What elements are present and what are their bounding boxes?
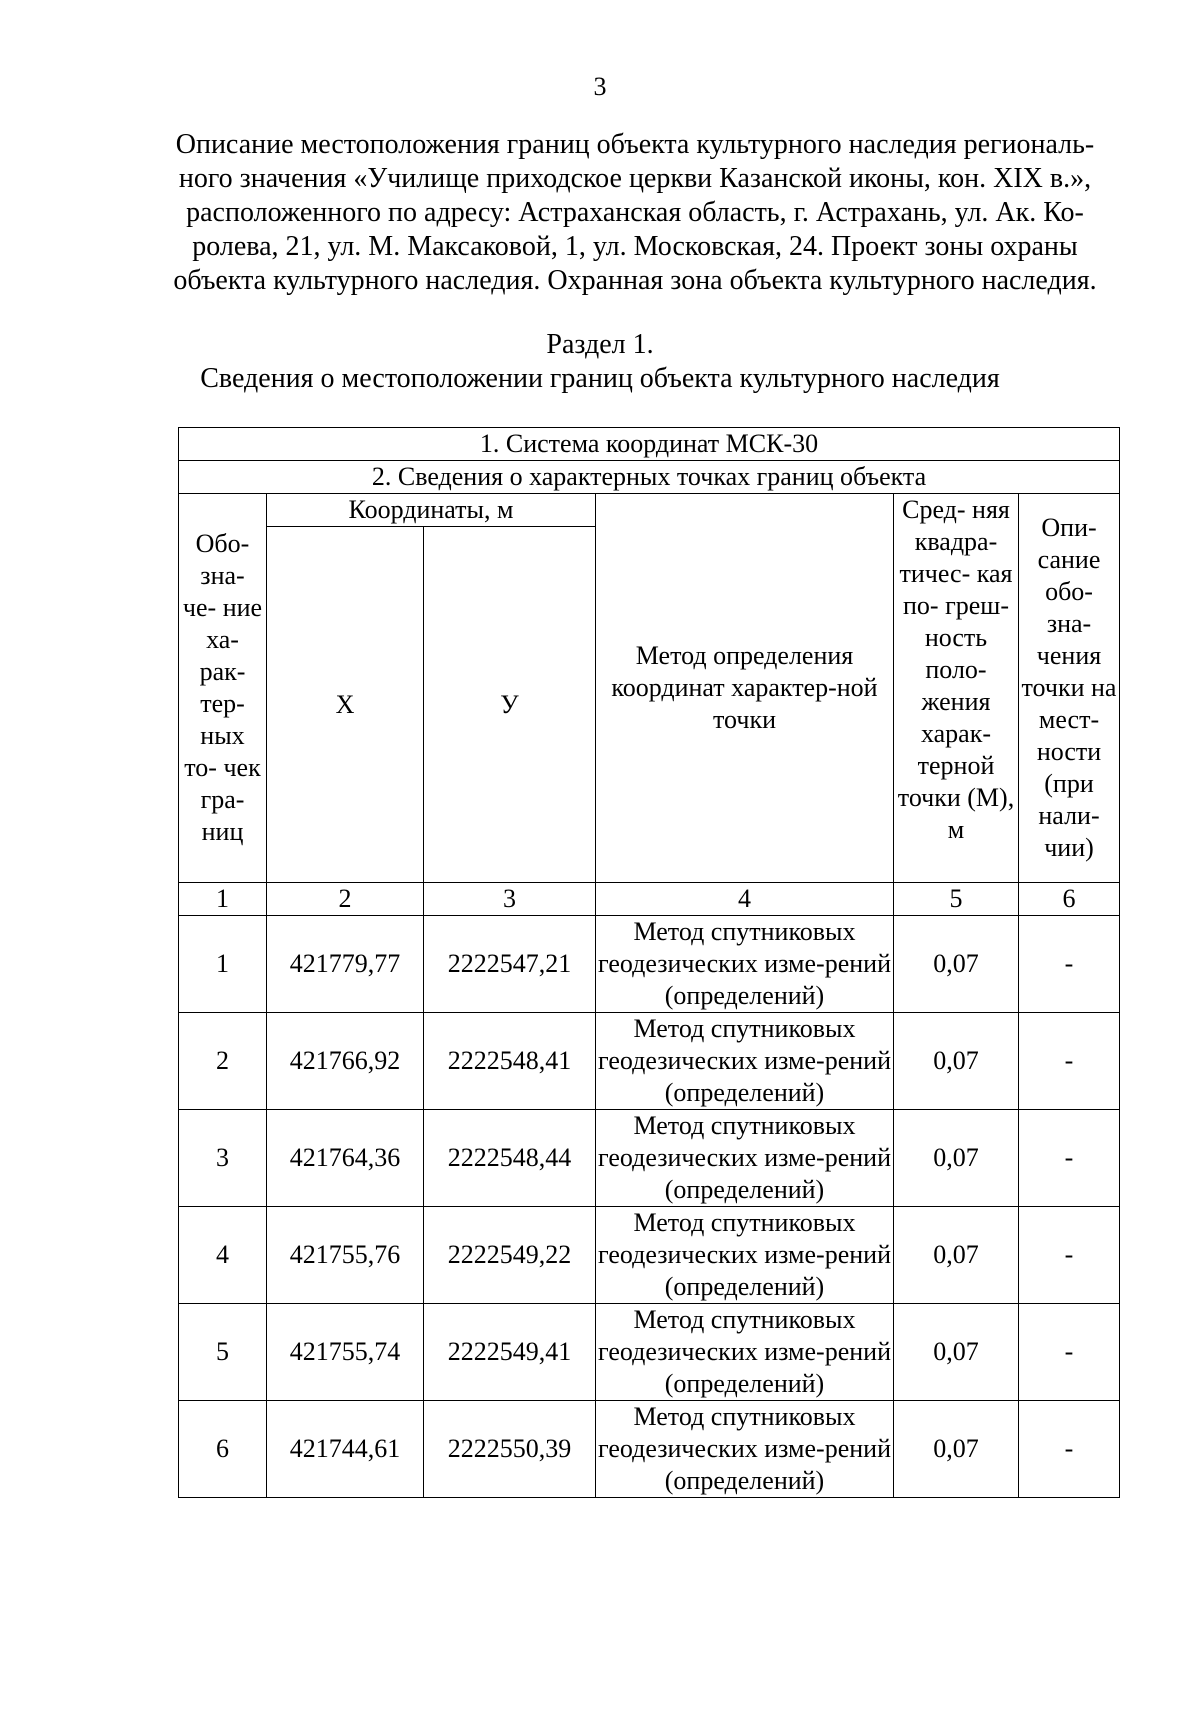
header-coordinates: Координаты, м bbox=[267, 494, 596, 527]
header-method: Метод определения координат характер-ной точки bbox=[596, 494, 894, 883]
description-cell: - bbox=[1019, 1207, 1120, 1304]
y-coordinate: 2222548,44 bbox=[424, 1110, 596, 1207]
coordinates-table bbox=[178, 427, 1120, 1498]
section-title: Сведения о местоположении границ объекта культурного наследия bbox=[200, 363, 1000, 394]
point-number: 6 bbox=[179, 1401, 267, 1498]
description-cell: - bbox=[1019, 1110, 1120, 1207]
page-number: 3 bbox=[593, 72, 607, 101]
error-cell: 0,07 bbox=[894, 1207, 1019, 1304]
method-cell: Метод спутниковых геодезических изме-рений (определений) bbox=[596, 1304, 894, 1401]
point-number: 5 bbox=[179, 1304, 267, 1401]
table-row bbox=[179, 1013, 1120, 1110]
header-error: Сред- няя квадра- тичес- кая по- греш- ность поло- жения харак- терной точки (М), м bbox=[894, 494, 1019, 883]
description-cell: - bbox=[1019, 1304, 1120, 1401]
column-number: 5 bbox=[894, 883, 1019, 916]
y-coordinate: 2222548,41 bbox=[424, 1013, 596, 1110]
section-label: Раздел 1. bbox=[546, 329, 654, 360]
x-coordinate: 421764,36 bbox=[267, 1110, 424, 1207]
error-cell: 0,07 bbox=[894, 1401, 1019, 1498]
column-number: 3 bbox=[424, 883, 596, 916]
error-cell: 0,07 bbox=[894, 1304, 1019, 1401]
header-designation: Обо- зна- че- ние ха- рак- тер- ных то- чек гра- ниц bbox=[179, 494, 267, 883]
table-row bbox=[179, 916, 1120, 1013]
header-y: У bbox=[424, 527, 596, 883]
method-cell: Метод спутниковых геодезических изме-рений (определений) bbox=[596, 1207, 894, 1304]
column-number: 1 bbox=[179, 883, 267, 916]
y-coordinate: 2222549,22 bbox=[424, 1207, 596, 1304]
column-number: 6 bbox=[1019, 883, 1120, 916]
y-coordinate: 2222549,41 bbox=[424, 1304, 596, 1401]
method-cell: Метод спутниковых геодезических изме-рений (определений) bbox=[596, 916, 894, 1013]
point-number: 2 bbox=[179, 1013, 267, 1110]
x-coordinate: 421779,77 bbox=[267, 916, 424, 1013]
document-intro: Описание местоположения границ объекта культурного наследия региональ-ного значения «Училище приходское церкви Казанской иконы, кон. XIX в.», расположенного по адресу: Астраханская область, г. Астрахань, ул. Ак. Ко-ролева, 21, ул. М. Максаковой, 1, ул. Московская, 24. Проект зоны охраны объекта культурного наследия. Охранная зона объекта культурного наследия. bbox=[173, 129, 1097, 296]
points-info-row: 2. Сведения о характерных точках границ объекта bbox=[179, 461, 1120, 494]
error-cell: 0,07 bbox=[894, 1110, 1019, 1207]
point-number: 4 bbox=[179, 1207, 267, 1304]
coordinate-system-row: 1. Система координат МСК-30 bbox=[179, 428, 1120, 461]
method-cell: Метод спутниковых геодезических изме-рений (определений) bbox=[596, 1013, 894, 1110]
column-number-row bbox=[179, 883, 1120, 916]
column-number: 2 bbox=[267, 883, 424, 916]
x-coordinate: 421766,92 bbox=[267, 1013, 424, 1110]
x-coordinate: 421755,74 bbox=[267, 1304, 424, 1401]
error-cell: 0,07 bbox=[894, 1013, 1019, 1110]
table-row bbox=[179, 1304, 1120, 1401]
description-cell: - bbox=[1019, 1013, 1120, 1110]
y-coordinate: 2222550,39 bbox=[424, 1401, 596, 1498]
section-heading bbox=[0, 328, 1200, 396]
method-cell: Метод спутниковых геодезических изме-рений (определений) bbox=[596, 1110, 894, 1207]
description-cell: - bbox=[1019, 916, 1120, 1013]
error-cell: 0,07 bbox=[894, 916, 1019, 1013]
y-coordinate: 2222547,21 bbox=[424, 916, 596, 1013]
x-coordinate: 421755,76 bbox=[267, 1207, 424, 1304]
header-description: Опи- сание обо- зна- чения точки на мест- ности (при нали- чии) bbox=[1019, 494, 1120, 883]
description-cell: - bbox=[1019, 1401, 1120, 1498]
header-x: X bbox=[267, 527, 424, 883]
point-number: 1 bbox=[179, 916, 267, 1013]
table-row bbox=[179, 1401, 1120, 1498]
table-row bbox=[179, 1110, 1120, 1207]
table-row bbox=[179, 1207, 1120, 1304]
column-number: 4 bbox=[596, 883, 894, 916]
method-cell: Метод спутниковых геодезических изме-рений (определений) bbox=[596, 1401, 894, 1498]
point-number: 3 bbox=[179, 1110, 267, 1207]
x-coordinate: 421744,61 bbox=[267, 1401, 424, 1498]
